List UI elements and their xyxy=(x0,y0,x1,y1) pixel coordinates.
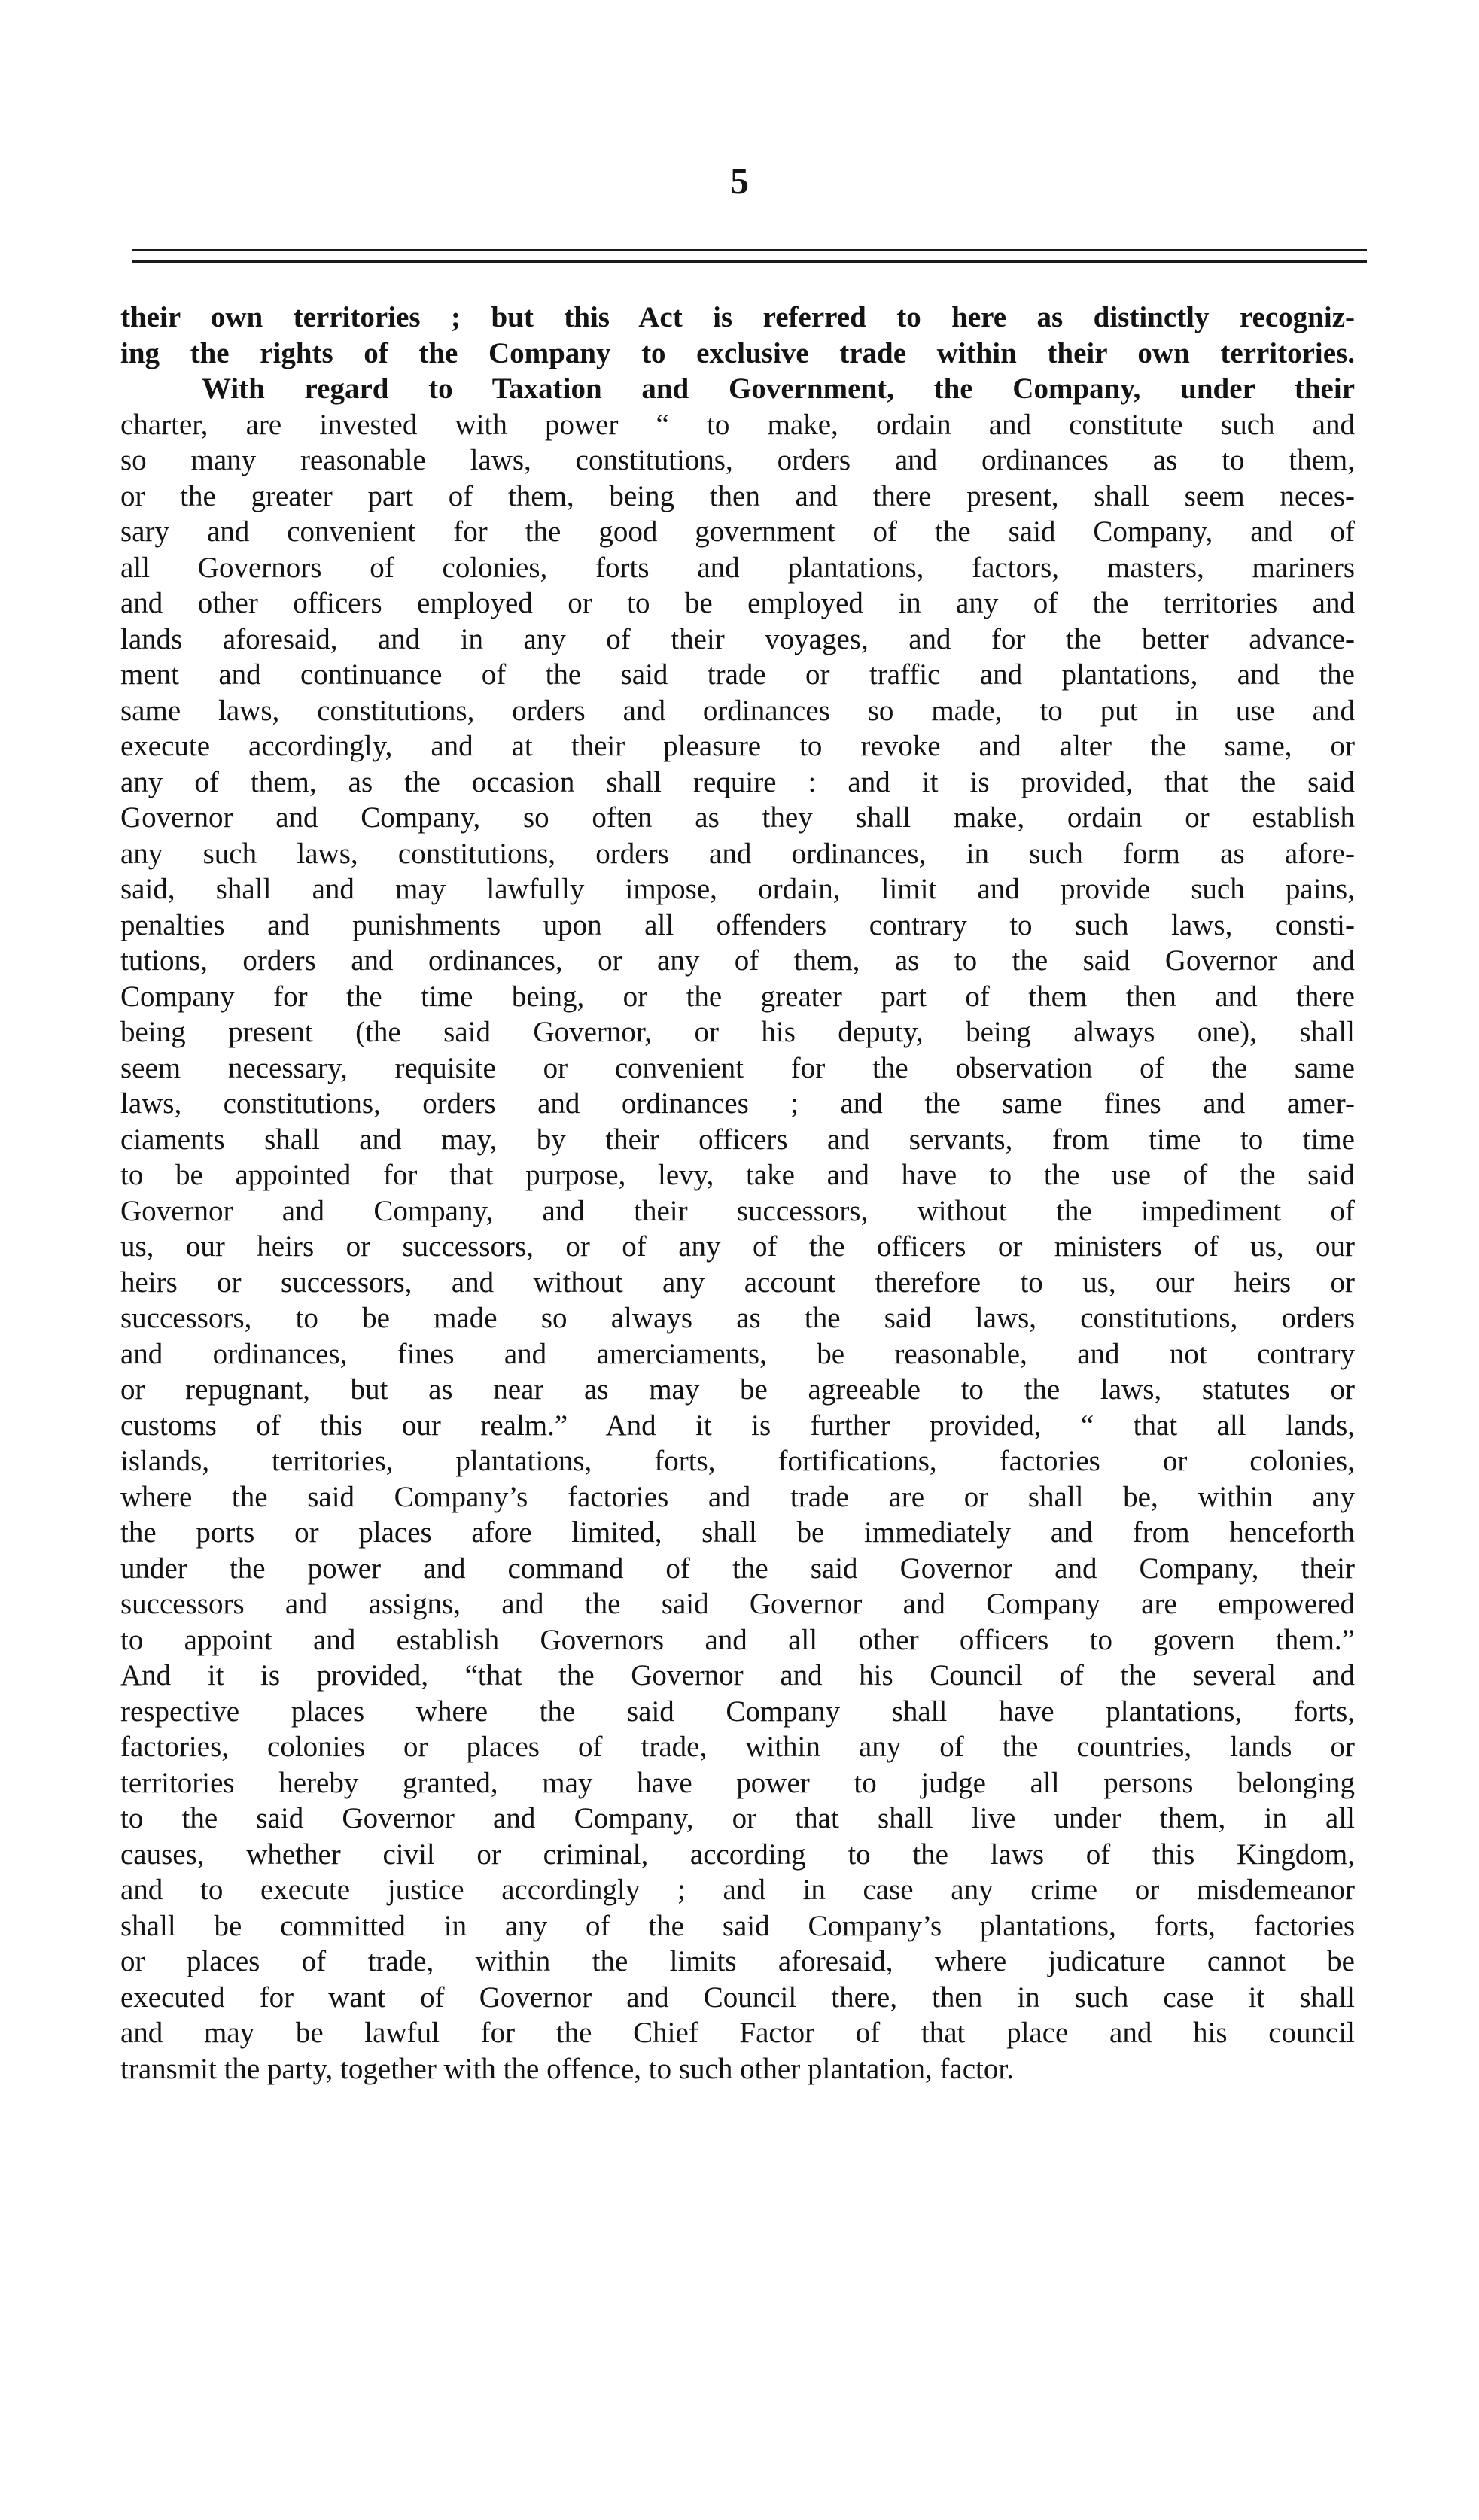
text-line: so many reasonable laws, constitutions, orders and ordinances as to them, xyxy=(120,444,1355,476)
text-line: respective places where the said Company shall have plantations, forts, xyxy=(120,1695,1355,1728)
text-line: islands, territories, plantations, forts, fortifications, factories or colonies, xyxy=(120,1445,1355,1477)
text-line: the ports or places afore limited, shall be immediately and from henceforth xyxy=(120,1516,1355,1549)
text-line: territories hereby granted, may have power to judge all persons belonging xyxy=(120,1766,1355,1799)
text-line: to appoint and establish Governors and all other officers to govern them.” xyxy=(120,1623,1355,1656)
text-line: charter, are invested with power “ to make, ordain and constitute such and xyxy=(120,408,1355,441)
text-line: With regard to Taxation and Government, the Company, under their xyxy=(202,372,1355,405)
text-line: sary and convenient for the good government of the said Company, and of xyxy=(120,515,1355,548)
text-line: or repugnant, but as near as may be agreeable to the laws, statutes or xyxy=(120,1373,1355,1406)
text-line: ment and continuance of the said trade or traffic and plantations, and the xyxy=(120,658,1355,691)
text-line: And it is provided, “that the Governor and his Council of the several and xyxy=(120,1659,1355,1692)
text-line: or places of trade, within the limits aforesaid, where judicature cannot be xyxy=(120,1945,1355,1977)
text-line: shall be committed in any of the said Company’s plantations, forts, factories xyxy=(120,1909,1355,1942)
text-line: any of them, as the occasion shall require : and it is provided, that the said xyxy=(120,765,1355,798)
text-line: or the greater part of them, being then and there present, shall seem neces- xyxy=(120,479,1355,512)
text-line: ing the rights of the Company to exclusive trade within their own territories. xyxy=(120,336,1355,369)
text-line: Governor and Company, so often as they shall make, ordain or establish xyxy=(120,801,1355,834)
text-line: successors, to be made so always as the said laws, constitutions, orders xyxy=(120,1302,1355,1334)
text-line: transmit the party, together with the offence, to such other plantation, factor. xyxy=(120,2052,1014,2085)
text-line: any such laws, constitutions, orders and ordinances, in such form as afore- xyxy=(120,837,1355,870)
text-line: to the said Governor and Company, or that shall live under them, in all xyxy=(120,1802,1355,1835)
text-line: execute accordingly, and at their pleasure to revoke and alter the same, or xyxy=(120,730,1355,762)
text-line: causes, whether civil or criminal, according to the laws of this Kingdom, xyxy=(120,1838,1355,1871)
text-line: lands aforesaid, and in any of their voyages, and for the better advance- xyxy=(120,622,1355,655)
text-line: all Governors of colonies, forts and plantations, factors, masters, mariners xyxy=(120,551,1355,584)
text-line: customs of this our realm.” And it is further provided, “ that all lands, xyxy=(120,1409,1355,1442)
text-line: penalties and punishments upon all offenders contrary to such laws, consti- xyxy=(120,908,1355,941)
text-line: and may be lawful for the Chief Factor of that place and his council xyxy=(120,2017,1355,2049)
text-line: successors and assigns, and the said Governor and Company are empowered xyxy=(120,1588,1355,1620)
text-line: us, our heirs or successors, or of any of the officers or ministers of us, our xyxy=(120,1230,1355,1263)
text-line: same laws, constitutions, orders and ordinances so made, to put in use and xyxy=(120,694,1355,727)
text-line: laws, constitutions, orders and ordinances ; and the same fines and amer- xyxy=(120,1087,1355,1120)
body-text xyxy=(120,299,1355,2087)
text-line: under the power and command of the said Governor and Company, their xyxy=(120,1552,1355,1585)
text-line: executed for want of Governor and Council there, then in such case it shall xyxy=(120,1980,1355,2014)
text-line: and to execute justice accordingly ; and in case any crime or misdemeanor xyxy=(120,1874,1355,1906)
header-rule-thin xyxy=(132,249,1367,251)
text-line: where the said Company’s factories and trade are or shall be, within any xyxy=(120,1480,1355,1513)
header-rule-thick xyxy=(132,260,1367,263)
text-line: Governor and Company, and their successors, without the impediment of xyxy=(120,1194,1355,1227)
text-line: heirs or successors, and without any account therefore to us, our heirs or xyxy=(120,1266,1355,1299)
text-line: and ordinances, fines and amerciaments, be reasonable, and not contrary xyxy=(120,1337,1355,1370)
text-line: Company for the time being, or the greater part of them then and there xyxy=(120,980,1355,1013)
text-line: factories, colonies or places of trade, within any of the countries, lands or xyxy=(120,1731,1355,1763)
text-line: being present (the said Governor, or his deputy, being always one), shall xyxy=(120,1016,1355,1048)
page-number: 5 xyxy=(730,160,749,202)
text-line: tutions, orders and ordinances, or any of them, as to the said Governor and xyxy=(120,944,1355,977)
text-line: said, shall and may lawfully impose, ordain, limit and provide such pains, xyxy=(120,873,1355,905)
text-line: and other officers employed or to be employed in any of the territories and xyxy=(120,587,1355,619)
text-line: ciaments shall and may, by their officers and servants, from time to time xyxy=(120,1123,1355,1156)
text-line: seem necessary, requisite or convenient for the observation of the same xyxy=(120,1051,1355,1084)
text-line: to be appointed for that purpose, levy, take and have to the use of the said xyxy=(120,1159,1355,1191)
text-line: their own territories ; but this Act is referred to here as distinctly recogniz- xyxy=(120,301,1355,333)
